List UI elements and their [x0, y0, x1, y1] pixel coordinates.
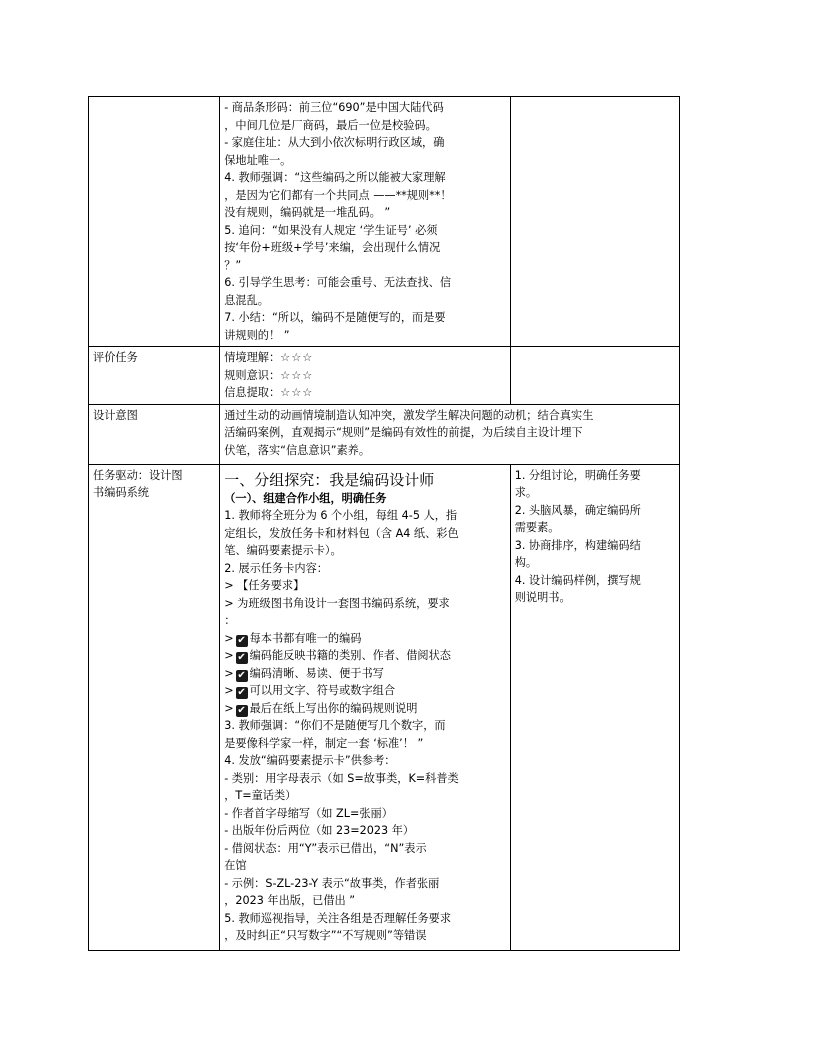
text-line: ，是因为它们都有一个共同点 ——**规则**！: [224, 188, 452, 202]
checklist-item: [224, 682, 505, 700]
table-row: [89, 97, 680, 347]
checklist-text: 每本书都有唯一的编码: [249, 631, 362, 645]
text-line: 4. 设计编码样例，撰写规: [514, 573, 641, 587]
text-line: - 作者首字母缩写（如 ZL=张丽）: [224, 806, 393, 820]
text-line: 6. 引导学生思考：可能会重号、无法查找、信: [224, 276, 452, 289]
text-line: ？”: [224, 258, 242, 272]
text-line: 则说明书。: [514, 591, 571, 604]
text-line: ：: [224, 614, 236, 627]
checkbox-checked-icon: ✔: [237, 634, 246, 646]
checklist-text: 编码清晰、易读、便于书写: [249, 666, 384, 680]
text-line: - 示例：S-ZL-23-Y 表示“故事类，作者张丽: [224, 876, 440, 890]
text-line: - 商品条形码：前三位“690”是中国大陆代码: [224, 101, 444, 114]
section-heading: 一、分组探究：我是编码设计师: [224, 470, 435, 489]
text-line: 是要像科学家一样，制定一套 ‘标准’！ ”: [224, 736, 424, 750]
text-line: - 出版年份后两位（如 23=2023 年）: [224, 824, 415, 837]
text-line: ，2023 年出版，已借出 ”: [224, 894, 356, 907]
task-teacher-cell: [220, 464, 510, 950]
text-line: > 为班级图书角设计一套图书编码系统，要求: [224, 596, 450, 610]
eval-item: [224, 384, 505, 402]
text-line: - 借阅状态：用“Y”表示已借出，“N”表示: [224, 841, 427, 855]
quote-marker: >: [224, 631, 234, 645]
row-label-text: 书编码系统: [93, 486, 149, 499]
text-line: 2. 头脑风暴，确定编码所: [514, 503, 641, 517]
text-line: > 【任务要求】: [224, 579, 305, 592]
text-line: 通过生动的动画情境制造认知冲突，激发学生解决问题的动机；结合真实生: [224, 408, 594, 422]
text-line: ，及时纠正“只写数字”“不写规则”等错误: [224, 929, 427, 942]
checkbox-checked-icon: ✔: [237, 652, 246, 663]
text-line: 讲规则的！ ”: [224, 328, 290, 342]
text-line: 定组长，发放任务卡和材料包（含 A4 纸、彩色: [224, 526, 459, 540]
checklist-text: 可以用文字、符号或数字组合: [249, 684, 396, 697]
student-activity-cell: [510, 97, 679, 347]
text-line: 保地址唯一。: [224, 153, 292, 167]
row-label-text: 设计意图: [93, 408, 138, 422]
checklist-item: [224, 665, 505, 683]
row-label-task: [89, 464, 220, 950]
quote-marker: >: [224, 649, 234, 662]
table-row: [89, 464, 680, 950]
text-line: 3. 教师强调：“你们不是随便写几个数字，而: [224, 719, 446, 732]
checkbox-checked-icon: ✔: [237, 687, 246, 698]
checklist-item: [224, 630, 505, 648]
text-line: 需要素。: [514, 521, 560, 534]
table-row: [89, 347, 680, 405]
star-rating: ☆☆☆: [280, 386, 314, 399]
text-line: 按‘年份+班级+学号’来编，会出现什么情况: [224, 241, 441, 254]
text-line: 活编码案例，直观揭示“规则”是编码有效性的前提，为后续自主设计埋下: [224, 426, 583, 439]
eval-item: [224, 349, 505, 367]
eval-item: [224, 367, 505, 385]
row-label-text: 任务驱动：设计图: [93, 468, 183, 482]
text-line: 伏笔，落实“信息意识”素养。: [224, 443, 371, 457]
row-label-empty: [89, 97, 220, 347]
eval-cell: [220, 347, 510, 405]
text-line: 3. 协商排序，构建编码结: [514, 538, 641, 552]
section-subheading: （一）、组建合作小组，明确任务: [224, 491, 387, 505]
quote-marker: >: [224, 701, 234, 715]
row-label-eval: [89, 347, 220, 405]
star-rating: ☆☆☆: [280, 368, 314, 382]
teacher-activity-cell: [220, 97, 510, 347]
text-line: 求。: [514, 486, 538, 499]
text-line: 4. 发放“编码要素提示卡”供参考：: [224, 754, 396, 767]
text-line: ，中间几位是厂商码，最后一位是校验码。: [224, 118, 437, 132]
text-line: 2. 展示任务卡内容：: [224, 561, 328, 575]
text-line: - 类别：用字母表示（如 S=故事类，K=科普类: [224, 771, 459, 785]
text-line: 在馆: [224, 859, 247, 872]
text-line: 构。: [514, 556, 538, 569]
text-line: 息混乱。: [224, 293, 269, 307]
text-line: 没有规则，编码就是一堆乱码。 ”: [224, 206, 391, 219]
text-line: 1. 分组讨论，明确任务要: [514, 468, 641, 482]
quote-marker: >: [224, 684, 234, 697]
checkbox-checked-icon: ✔: [237, 669, 246, 681]
checklist-text: 编码能反映书籍的类别、作者、借阅状态: [249, 649, 451, 662]
eval-item-label: 信息提取：: [224, 386, 281, 399]
row-label-text: 评价任务: [93, 351, 138, 364]
star-rating: ☆☆☆: [280, 351, 314, 364]
task-student-cell: [510, 464, 679, 950]
text-line: ，T=童话类）: [224, 789, 297, 802]
eval-item-label: 情境理解：: [224, 351, 281, 364]
text-line: 4. 教师强调：“这些编码之所以能被大家理解: [224, 171, 446, 184]
text-line: - 家庭住址：从大到小依次标明行政区域，确: [224, 136, 445, 149]
text-line: 1. 教师将全班分为 6 个小组，每组 4-5 人，指: [224, 509, 458, 522]
text-line: 5. 教师巡视指导，关注各组是否理解任务要求: [224, 911, 452, 925]
checkbox-checked-icon: ✔: [237, 704, 246, 716]
text-line: 5. 追问：“如果没有人规定 ‘学生证号’ 必须: [224, 223, 438, 237]
eval-item-label: 规则意识：: [224, 368, 281, 382]
checklist-text: 最后在纸上写出你的编码规则说明: [249, 701, 418, 715]
checklist-item: [224, 700, 505, 718]
quote-marker: >: [224, 666, 234, 680]
intent-cell: [220, 404, 680, 464]
table-row: [89, 404, 680, 464]
lesson-plan-table: [88, 96, 680, 951]
eval-side-cell: [510, 347, 679, 405]
row-label-intent: [89, 404, 220, 464]
checklist-item: [224, 647, 505, 665]
text-line: 笔、编码要素提示卡）。: [224, 544, 342, 557]
text-line: 7. 小结：“所以，编码不是随便写的，而是要: [224, 311, 446, 324]
